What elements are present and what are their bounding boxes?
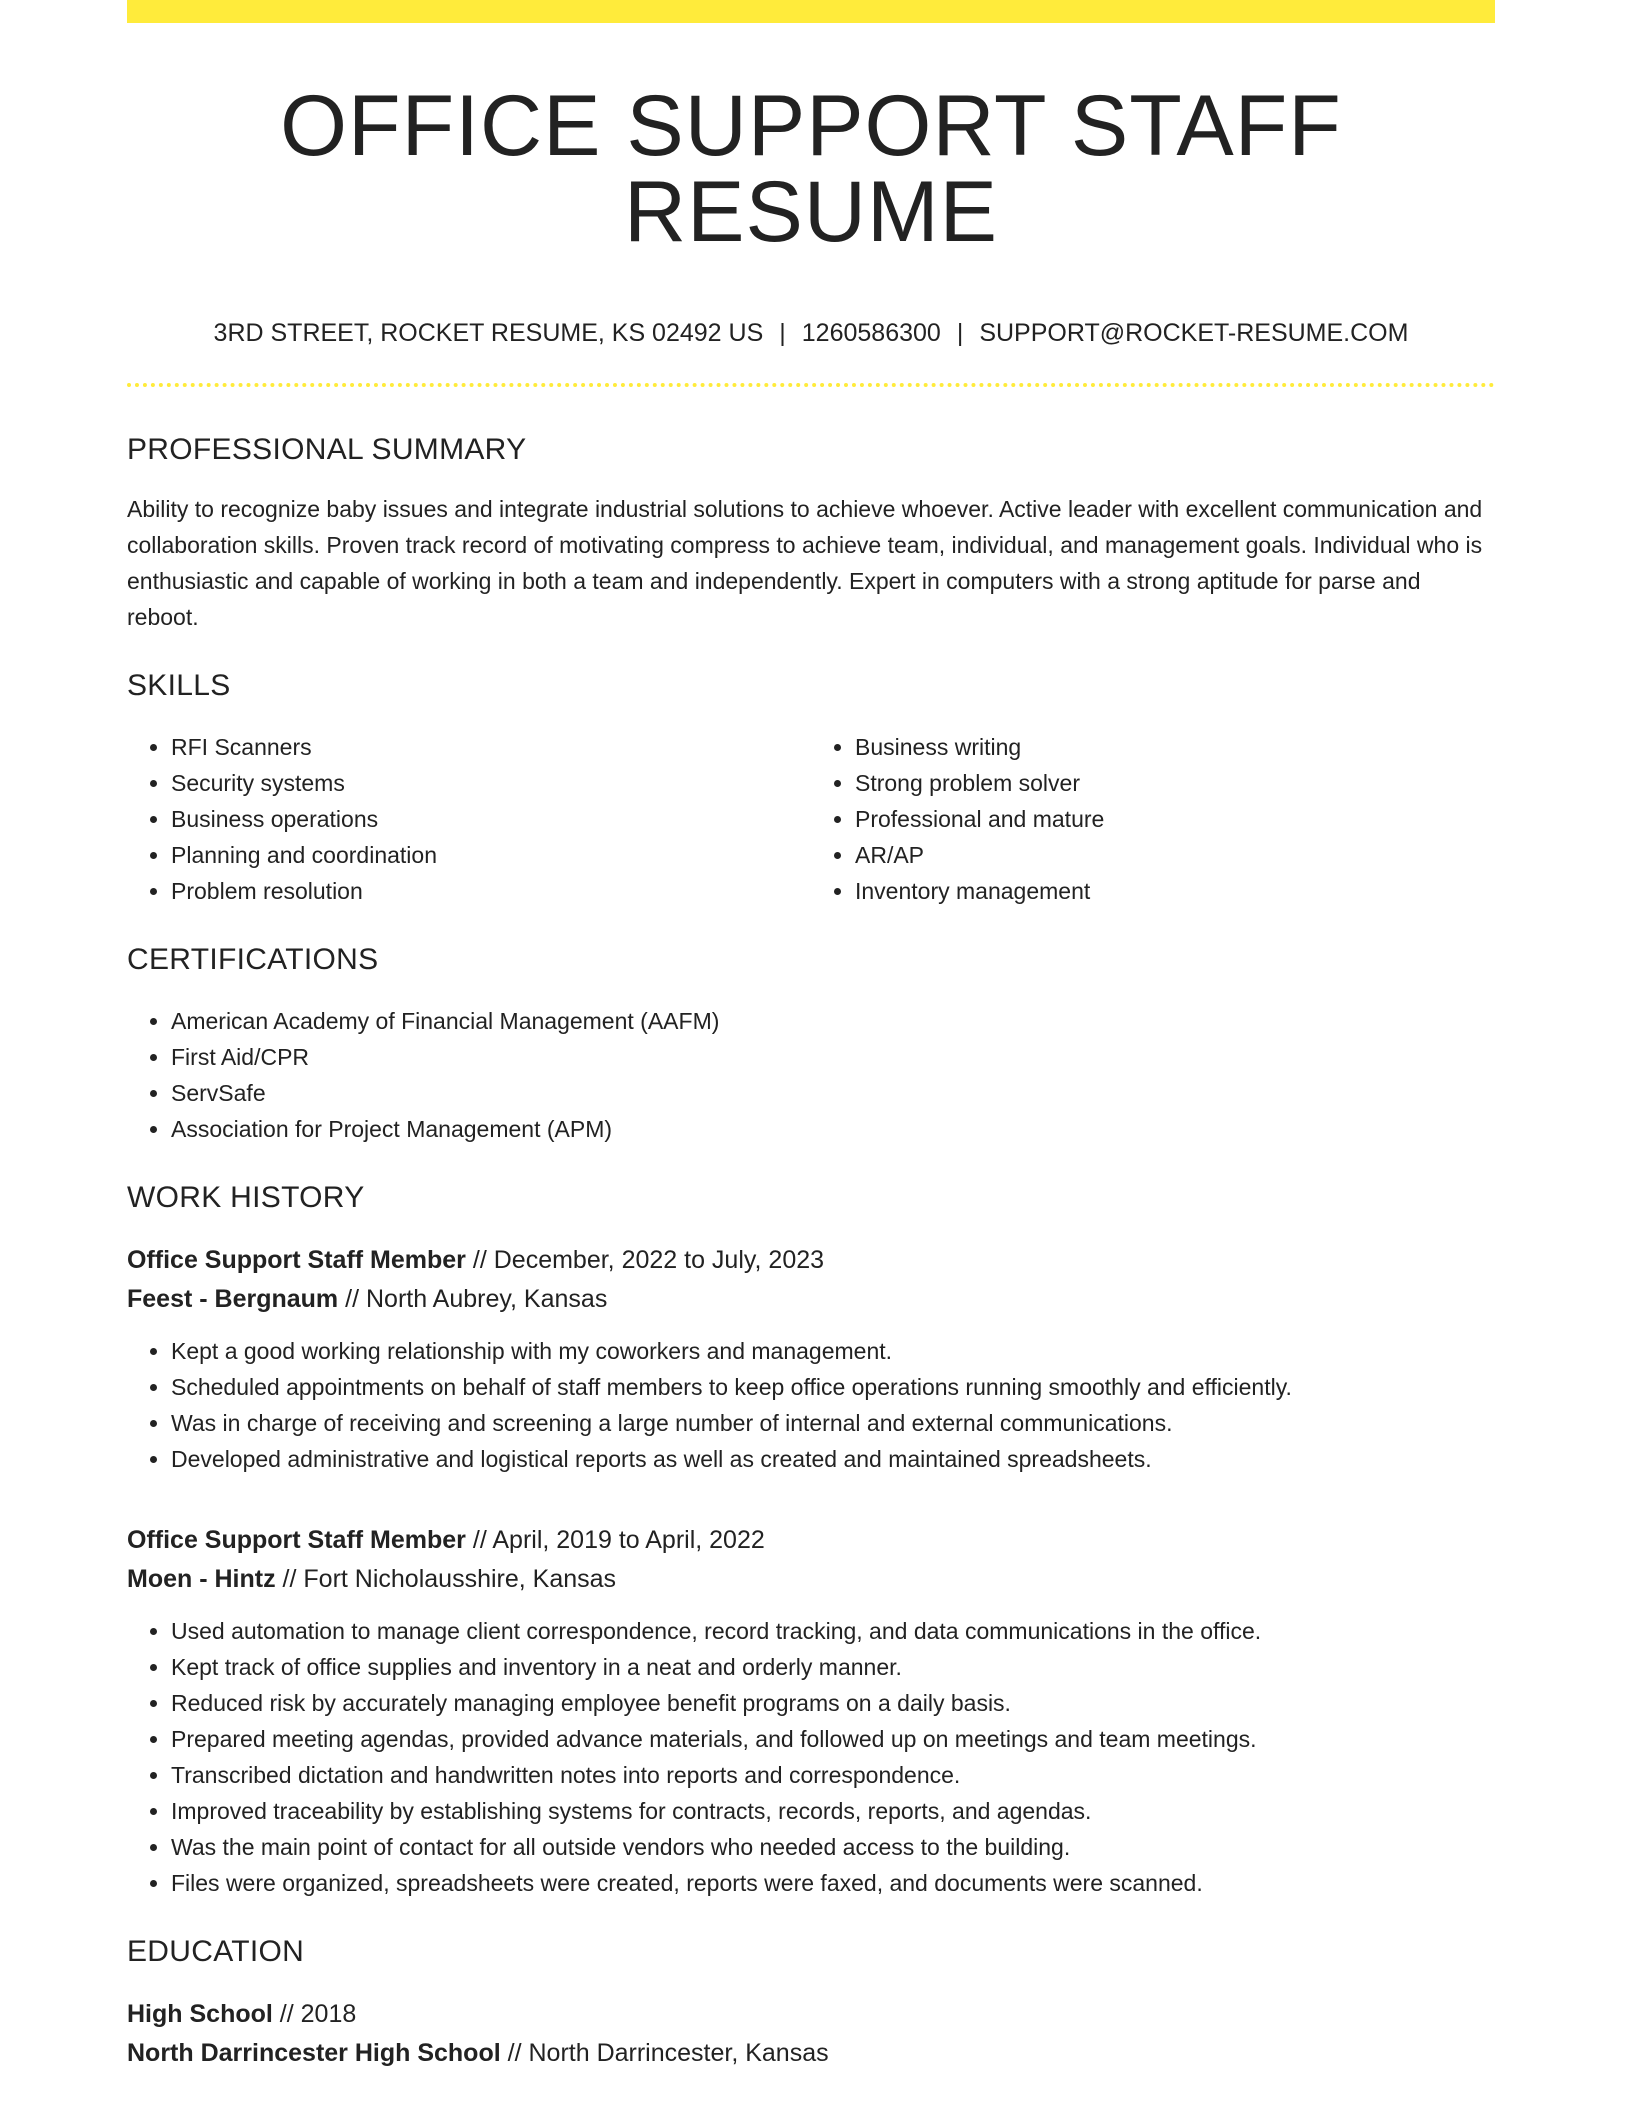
job-title: Office Support Staff Member xyxy=(127,1526,466,1554)
job-bullet: • Developed administrative and logistical reports as well as created and maintained spreadsheets. xyxy=(171,1441,1495,1477)
skill-item: • AR/AP xyxy=(855,837,1495,873)
job-company-line xyxy=(127,1560,1495,1599)
skills-list xyxy=(127,729,1495,909)
job-bullet: • Was the main point of contact for all outside vendors who needed access to the building. xyxy=(171,1829,1495,1865)
resume-page xyxy=(127,0,1495,2073)
education-school: North Darrincester High School xyxy=(127,2039,501,2067)
skill-item: • Business writing xyxy=(855,729,1495,765)
certifications-list xyxy=(127,1003,1495,1147)
education-location: North Darrincester, Kansas xyxy=(528,2039,829,2067)
job-company: Feest - Bergnaum xyxy=(127,1285,339,1313)
contact-separator: | xyxy=(779,319,786,347)
job-bullet: • Transcribed dictation and handwritten notes into reports and correspondence. xyxy=(171,1757,1495,1793)
job-title: Office Support Staff Member xyxy=(127,1246,466,1274)
job-bullet: • Kept track of office supplies and inventory in a neat and orderly manner. xyxy=(171,1649,1495,1685)
job-bullets xyxy=(127,1613,1495,1901)
certification-item: • American Academy of Financial Management (AAFM) xyxy=(171,1003,1495,1039)
certifications-heading: CERTIFICATIONS xyxy=(127,943,379,976)
education-heading: EDUCATION xyxy=(127,1935,305,1968)
job-bullet: • Prepared meeting agendas, provided advance materials, and followed up on meetings and team meetings. xyxy=(171,1721,1495,1757)
summary-text: Ability to recognize baby issues and integrate industrial solutions to achieve whoever. Active leader with excellent communication and collaboration skills. Proven track record of motivating compress to achieve team, individual, and management goals. Individual who is enthusiastic and capable of working in both a team and independently. Expert in computers with a strong aptitude for parse and reboot. xyxy=(127,496,1483,630)
job-bullet: • Reduced risk by accurately managing employee benefit programs on a daily basis. xyxy=(171,1685,1495,1721)
job-location: Fort Nicholausshire, Kansas xyxy=(303,1565,617,1593)
certification-item: • First Aid/CPR xyxy=(171,1039,1495,1075)
education-divider: // xyxy=(279,2000,294,2028)
certification-item: • Association for Project Management (APM) xyxy=(171,1111,1495,1147)
job-dates: December, 2022 to July, 2023 xyxy=(493,1246,825,1274)
skills-heading: SKILLS xyxy=(127,669,231,702)
education-school-line xyxy=(127,2034,1495,2073)
job-bullet: • Scheduled appointments on behalf of staff members to keep office operations running smoothly and efficiently. xyxy=(171,1369,1495,1405)
skill-item: • Professional and mature xyxy=(855,801,1495,837)
certification-item: • ServSafe xyxy=(171,1075,1495,1111)
job-divider: // xyxy=(472,1246,487,1274)
education-degree-line xyxy=(127,1995,1495,2034)
skills-column-left xyxy=(127,729,811,909)
contact-email: SUPPORT@ROCKET-RESUME.COM xyxy=(979,319,1409,347)
job-bullet: • Improved traceability by establishing systems for contracts, records, reports, and agendas. xyxy=(171,1793,1495,1829)
job-divider: // xyxy=(282,1565,297,1593)
skill-item: • Security systems xyxy=(171,765,811,801)
job-bullet: • Kept a good working relationship with my coworkers and management. xyxy=(171,1333,1495,1369)
job-bullets xyxy=(127,1333,1495,1477)
contact-line xyxy=(127,321,1495,346)
job-bullet: • Used automation to manage client correspondence, record tracking, and data communications in the office. xyxy=(171,1613,1495,1649)
dotted-divider xyxy=(127,383,1495,387)
contact-phone: 1260586300 xyxy=(801,319,941,347)
skill-item: • RFI Scanners xyxy=(171,729,811,765)
skill-item: • Strong problem solver xyxy=(855,765,1495,801)
skill-item: • Planning and coordination xyxy=(171,837,811,873)
job-divider: // xyxy=(472,1526,487,1554)
top-accent-bar xyxy=(127,0,1495,23)
contact-separator: | xyxy=(956,319,964,347)
education-degree: High School xyxy=(127,2000,273,2028)
job-company: Moen - Hintz xyxy=(127,1565,276,1593)
job-title-line xyxy=(127,1521,1495,1560)
job-title-line xyxy=(127,1241,1495,1280)
job-location: North Aubrey, Kansas xyxy=(365,1285,608,1313)
work-history-heading: WORK HISTORY xyxy=(127,1181,365,1214)
job-bullet: • Was in charge of receiving and screening a large number of internal and external communications. xyxy=(171,1405,1495,1441)
skill-item: • Business operations xyxy=(171,801,811,837)
summary-heading: PROFESSIONAL SUMMARY xyxy=(127,433,527,466)
skills-column-right xyxy=(811,729,1495,909)
job-dates: April, 2019 to April, 2022 xyxy=(492,1526,765,1554)
job-bullet: • Files were organized, spreadsheets were created, reports were faxed, and documents were scanned. xyxy=(171,1865,1495,1901)
job-divider: // xyxy=(345,1285,360,1313)
education-entry xyxy=(127,1995,1495,2073)
job-entry xyxy=(127,1521,1495,1901)
skill-item: • Problem resolution xyxy=(171,873,811,909)
job-company-line xyxy=(127,1280,1495,1319)
contact-address: 3RD STREET, ROCKET RESUME, KS 02492 US xyxy=(213,319,764,347)
skill-item: • Inventory management xyxy=(855,873,1495,909)
job-entry xyxy=(127,1241,1495,1477)
resume-title: OFFICE SUPPORT STAFF RESUME xyxy=(280,78,1342,260)
education-divider: // xyxy=(507,2039,522,2067)
education-year: 2018 xyxy=(300,2000,357,2028)
